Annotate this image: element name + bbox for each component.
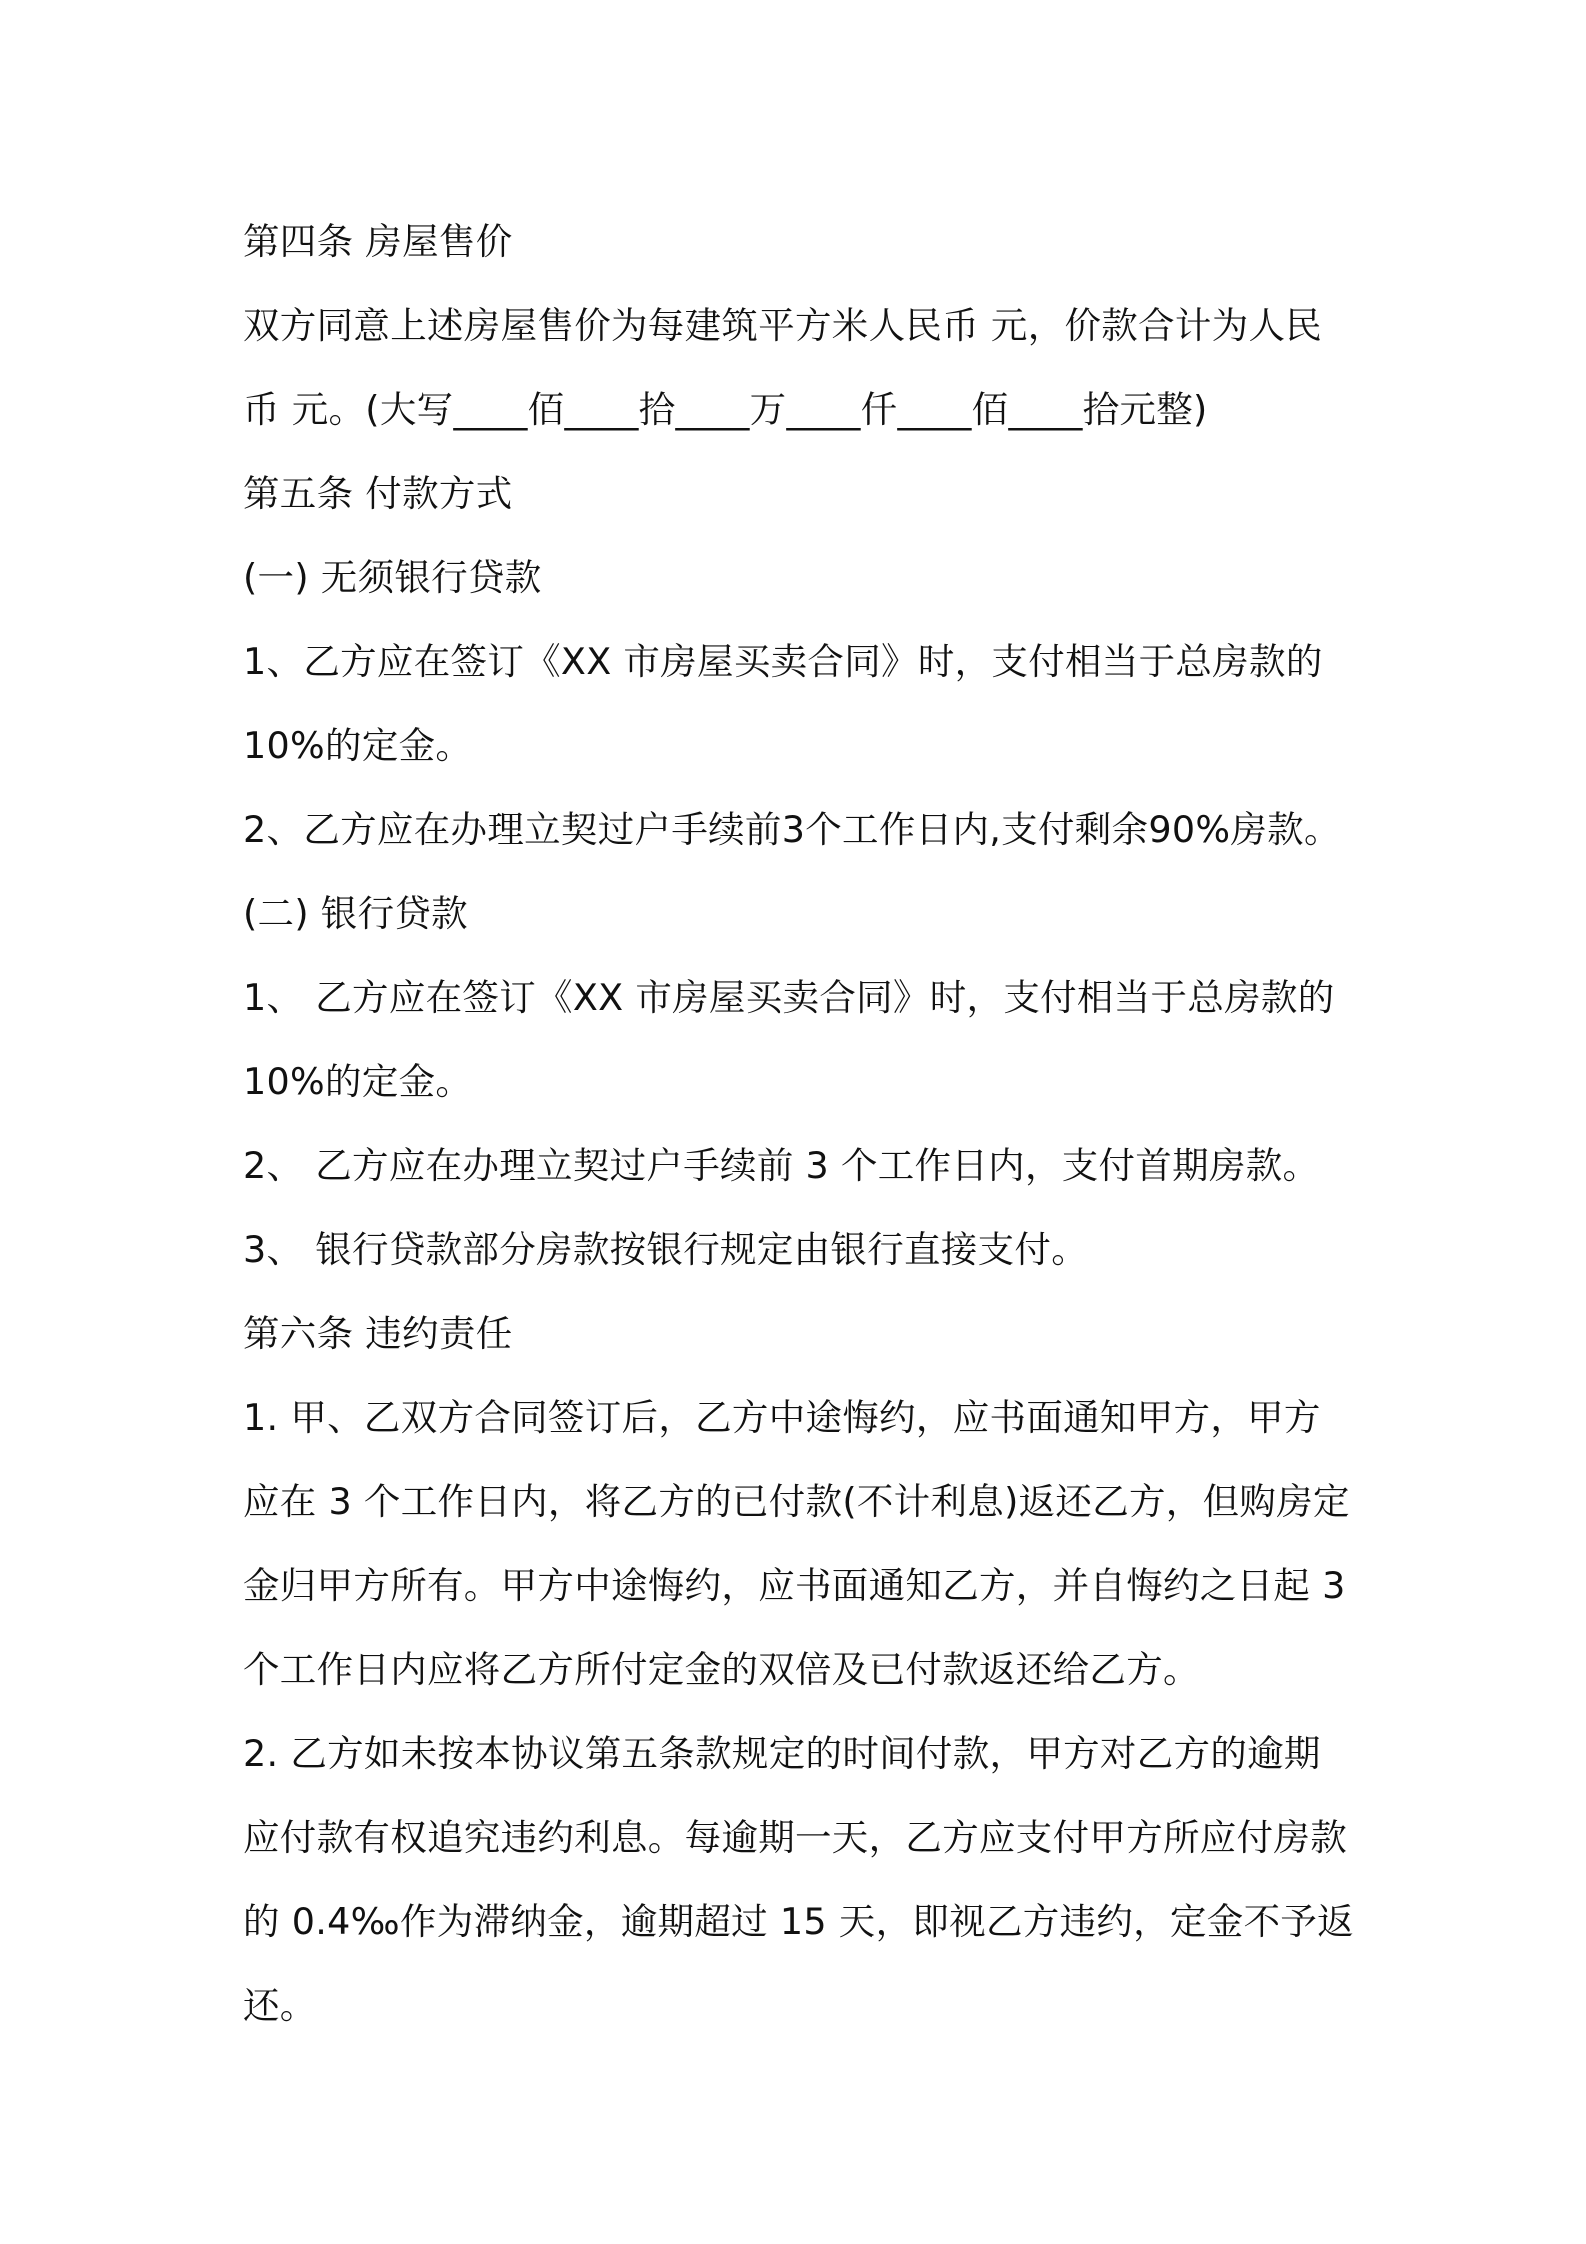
paragraph-line: 10%的定金。 bbox=[243, 1060, 473, 1103]
paragraph-line: 金归甲方所有。甲方中途悔约，应书面通知乙方，并自悔约之日起 3 bbox=[243, 1564, 1346, 1607]
paragraph-line: 10%的定金。 bbox=[243, 724, 473, 767]
article-5-heading: 第五条 付款方式 bbox=[243, 472, 513, 515]
paragraph-line: 1、 乙方应在签订《XX 市房屋买卖合同》时，支付相当于总房款的 bbox=[243, 976, 1335, 1019]
document-body bbox=[243, 200, 1358, 2048]
subsection-heading: (一) 无须银行贷款 bbox=[243, 556, 542, 599]
paragraph-line: 2. 乙方如未按本协议第五条款规定的时间付款，甲方对乙方的逾期 bbox=[243, 1732, 1321, 1775]
paragraph-line: 币 元。(大写____佰____拾____万____仟____佰____拾元整) bbox=[243, 388, 1208, 431]
paragraph-line: 应在 3 个工作日内，将乙方的已付款(不计利息)返还乙方，但购房定 bbox=[243, 1480, 1350, 1523]
article-4-heading: 第四条 房屋售价 bbox=[243, 220, 513, 263]
paragraph-line: 应付款有权追究违约利息。每逾期一天，乙方应支付甲方所应付房款 bbox=[243, 1816, 1347, 1859]
paragraph-line: 2、乙方应在办理立契过户手续前3个工作日内,支付剩余90%房款。 bbox=[243, 808, 1341, 851]
paragraph-line: 还。 bbox=[243, 1984, 317, 2027]
subsection-heading: (二) 银行贷款 bbox=[243, 892, 468, 935]
paragraph-line: 的 0.4‰作为滞纳金，逾期超过 15 天，即视乙方违约，定金不予返 bbox=[243, 1900, 1354, 1943]
paragraph-line: 2、 乙方应在办理立契过户手续前 3 个工作日内，支付首期房款。 bbox=[243, 1144, 1320, 1187]
paragraph-line: 3、 银行贷款部分房款按银行规定由银行直接支付。 bbox=[243, 1228, 1089, 1271]
paragraph-line: 个工作日内应将乙方所付定金的双倍及已付款返还给乙方。 bbox=[243, 1648, 1200, 1691]
paragraph-line: 双方同意上述房屋售价为每建筑平方米人民币 元，价款合计为人民 bbox=[243, 304, 1323, 347]
article-6-heading: 第六条 违约责任 bbox=[243, 1312, 513, 1355]
paragraph-line: 1、乙方应在签订《XX 市房屋买卖合同》时，支付相当于总房款的 bbox=[243, 640, 1323, 683]
paragraph-line: 1. 甲、乙双方合同签订后，乙方中途悔约，应书面通知甲方，甲方 bbox=[243, 1396, 1321, 1439]
